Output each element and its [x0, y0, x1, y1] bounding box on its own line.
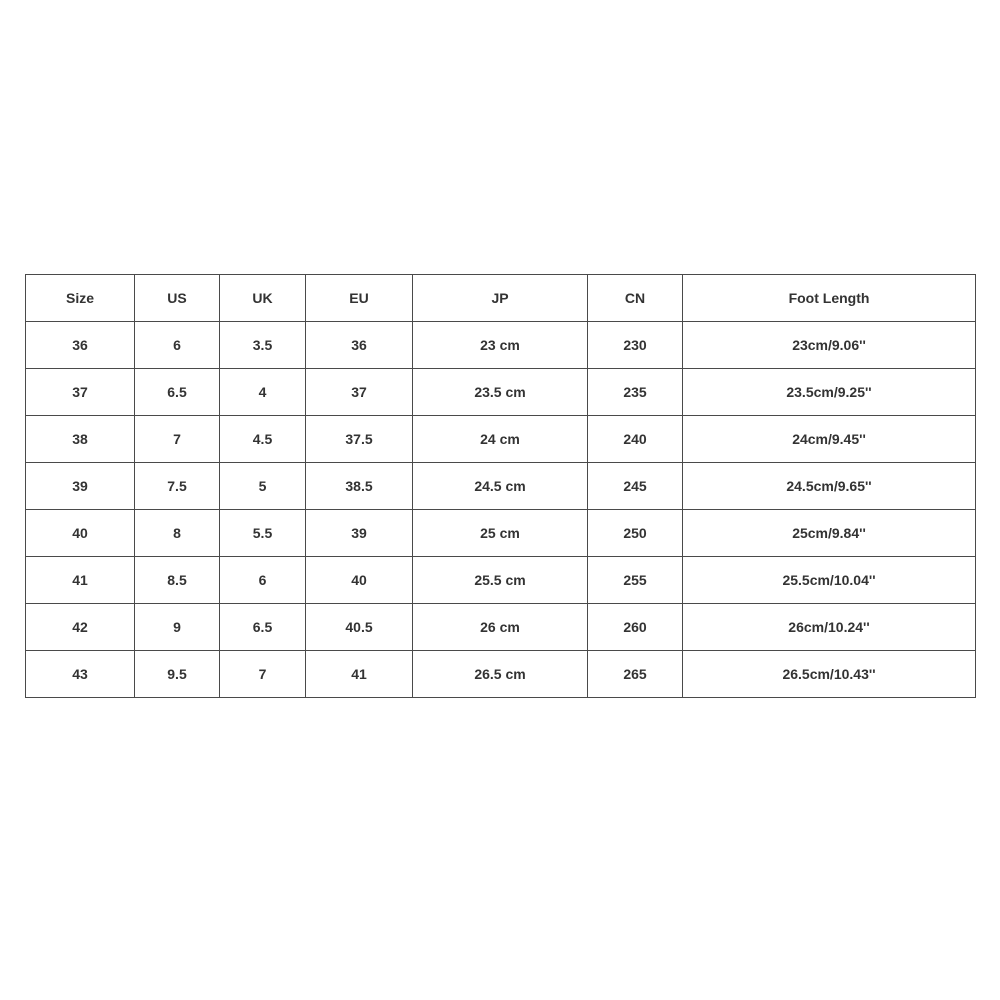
cell-uk: 7 — [220, 651, 306, 698]
cell-cn: 240 — [588, 416, 683, 463]
cell-size: 37 — [26, 369, 135, 416]
size-chart-header — [26, 275, 976, 322]
header-size: Size — [26, 275, 135, 322]
cell-cn: 230 — [588, 322, 683, 369]
cell-jp: 26 cm — [413, 604, 588, 651]
cell-uk: 5 — [220, 463, 306, 510]
table-row — [26, 322, 976, 369]
cell-eu: 36 — [306, 322, 413, 369]
header-uk: UK — [220, 275, 306, 322]
cell-us: 9.5 — [135, 651, 220, 698]
header-row — [26, 275, 976, 322]
cell-us: 6.5 — [135, 369, 220, 416]
cell-us: 7 — [135, 416, 220, 463]
cell-size: 36 — [26, 322, 135, 369]
header-cn: CN — [588, 275, 683, 322]
cell-eu: 37.5 — [306, 416, 413, 463]
cell-cn: 265 — [588, 651, 683, 698]
cell-cn: 255 — [588, 557, 683, 604]
cell-eu: 38.5 — [306, 463, 413, 510]
cell-foot-length: 23.5cm/9.25'' — [683, 369, 976, 416]
cell-uk: 3.5 — [220, 322, 306, 369]
table-row — [26, 651, 976, 698]
cell-size: 43 — [26, 651, 135, 698]
cell-cn: 260 — [588, 604, 683, 651]
cell-foot-length: 25.5cm/10.04'' — [683, 557, 976, 604]
header-jp: JP — [413, 275, 588, 322]
cell-size: 42 — [26, 604, 135, 651]
cell-eu: 40.5 — [306, 604, 413, 651]
table-row — [26, 416, 976, 463]
cell-eu: 37 — [306, 369, 413, 416]
cell-foot-length: 24.5cm/9.65'' — [683, 463, 976, 510]
cell-uk: 5.5 — [220, 510, 306, 557]
cell-us: 8.5 — [135, 557, 220, 604]
cell-us: 6 — [135, 322, 220, 369]
cell-size: 39 — [26, 463, 135, 510]
size-chart-body — [26, 322, 976, 698]
table-row — [26, 557, 976, 604]
cell-foot-length: 24cm/9.45'' — [683, 416, 976, 463]
cell-size: 40 — [26, 510, 135, 557]
header-eu: EU — [306, 275, 413, 322]
cell-jp: 23 cm — [413, 322, 588, 369]
cell-eu: 39 — [306, 510, 413, 557]
cell-cn: 245 — [588, 463, 683, 510]
cell-uk: 6.5 — [220, 604, 306, 651]
header-us: US — [135, 275, 220, 322]
cell-jp: 26.5 cm — [413, 651, 588, 698]
table-row — [26, 604, 976, 651]
cell-us: 9 — [135, 604, 220, 651]
cell-uk: 4 — [220, 369, 306, 416]
cell-us: 7.5 — [135, 463, 220, 510]
cell-eu: 41 — [306, 651, 413, 698]
cell-jp: 24 cm — [413, 416, 588, 463]
cell-uk: 4.5 — [220, 416, 306, 463]
cell-size: 41 — [26, 557, 135, 604]
cell-jp: 24.5 cm — [413, 463, 588, 510]
cell-foot-length: 26cm/10.24'' — [683, 604, 976, 651]
cell-foot-length: 25cm/9.84'' — [683, 510, 976, 557]
cell-eu: 40 — [306, 557, 413, 604]
cell-us: 8 — [135, 510, 220, 557]
cell-jp: 23.5 cm — [413, 369, 588, 416]
cell-cn: 250 — [588, 510, 683, 557]
cell-jp: 25 cm — [413, 510, 588, 557]
table-row — [26, 369, 976, 416]
cell-size: 38 — [26, 416, 135, 463]
table-row — [26, 463, 976, 510]
size-chart-table — [25, 274, 976, 698]
cell-jp: 25.5 cm — [413, 557, 588, 604]
cell-foot-length: 23cm/9.06'' — [683, 322, 976, 369]
cell-cn: 235 — [588, 369, 683, 416]
cell-uk: 6 — [220, 557, 306, 604]
header-foot-length: Foot Length — [683, 275, 976, 322]
cell-foot-length: 26.5cm/10.43'' — [683, 651, 976, 698]
table-row — [26, 510, 976, 557]
